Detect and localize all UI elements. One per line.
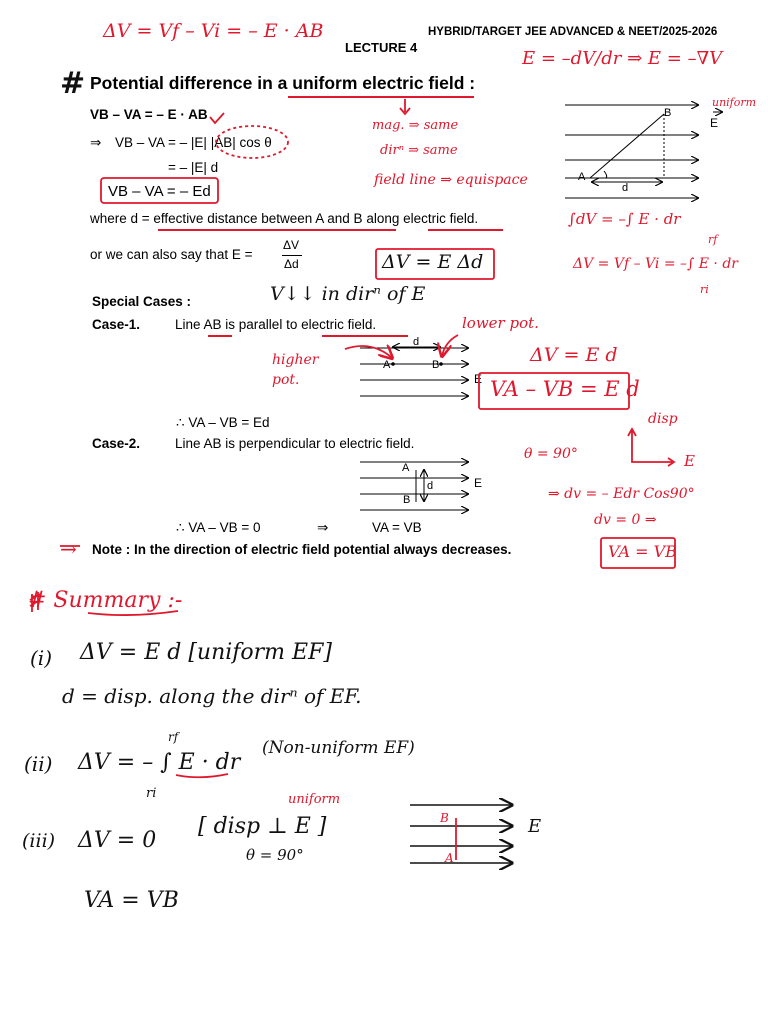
summary-iii-equation: ΔV = 0 [78,828,157,853]
summary-i-equation: ΔV = E d [uniform EF] [80,640,332,665]
hw-lower-pot: lower pot. [462,314,539,332]
summary-iii-note: [ disp ⊥ E ] [198,814,327,839]
summary-iii-label: (iii) [22,830,56,852]
hw-va-vb-ed: VA – VB = E d [490,377,640,401]
case2-text: Line AB is perpendicular to electric field. [175,436,415,451]
theta-arc [604,171,607,178]
summary-i-label: (i) [30,646,53,670]
summary-field-diagram [410,805,512,863]
lower-pot-arrow [442,335,458,356]
hw-field-line: field line ⇒ equispace [374,172,528,188]
case2-implies-arrow: ⇒ [317,520,329,535]
case1-label-d: d [413,336,420,348]
equation-3: = – |E| d [168,160,219,175]
hw-top-equation: ΔV = Vf – Vi = – E · AB [103,20,324,42]
down-arrow [400,99,410,114]
case1-result: ∴ VA – VB = Ed [176,415,270,430]
special-cases-heading: Special Cases : [92,294,192,309]
hw-e-label: E [684,452,695,470]
where-definition: where d = effective distance between A and B along electric field. [90,211,479,226]
case2-result-2: VA = VB [372,520,422,535]
summary-iii-uniform: uniform [288,792,341,807]
tick-mark [210,113,224,123]
case1-point-b [439,362,443,366]
hw-dv-integral: ΔV = Vf – Vi = –∫ E · dr [573,256,738,272]
hw-va-eq-vb: VA = VB [608,542,677,561]
hw-dv-zero: dv = 0 ⇒ [594,512,657,528]
summary-i-note: d = disp. along the dirⁿ of EF. [62,684,362,708]
case1-label: Case-1. [92,317,141,332]
case2-label-e: E [474,476,483,490]
hw-theta-90: θ = 90° [524,446,578,462]
red-ink-strokes [30,99,675,777]
main-point-a: A [578,171,586,183]
case2-label-b: B [403,494,411,506]
case2-label: Case-2. [92,436,141,451]
hw-mag-same: mag. ⇒ same [372,118,459,133]
summary-ii-label: (ii) [24,752,53,776]
case1-text: Line AB is parallel to electric field. [175,317,377,332]
hw-limit-i: ri [700,283,709,296]
equation-4: VB – VA = – Ed [108,183,211,200]
hw-uniform: uniform [712,96,757,109]
summary-label-b: B [440,811,449,825]
summary-ii-limit-f: rf [168,730,179,744]
hw-integral: ∫dV = –∫ E · dr [568,210,681,228]
summary-heading: # Summary :- [28,588,183,613]
hw-higher-pot: higher pot. [272,352,319,388]
fraction-numerator: ΔV [283,238,300,252]
case1-label-e: E [474,372,483,386]
equation-2: VB – VA = – |E| |AB| cos θ [115,135,272,150]
note-arrow: → [60,537,77,561]
dotted-circle [216,126,288,158]
implies-arrow: ⇒ [90,135,102,150]
fraction-denominator: Δd [284,257,299,271]
case2-label-a: A [402,462,410,474]
main-e-label: E [710,116,719,130]
summary-iii-result: VA = VB [84,888,179,913]
hw-limit-f: rf [708,233,718,246]
hw-dv-cos: ⇒ dv = – Edr Cos90° [548,486,695,502]
vb-va-box [101,178,218,203]
summary-label-a: A [445,851,454,865]
case1-point-a [391,362,395,366]
ab-line [590,114,664,178]
case1-label-b: B [432,359,440,371]
summary-ii-limit-i: ri [146,786,157,801]
hw-dir-same: dirⁿ ⇒ same [380,143,458,158]
case2-result: ∴ VA – VB = 0 [176,520,261,535]
hw-dv-ed: ΔV = E d [530,344,618,366]
section-title: Potential difference in a uniform electric field : [90,73,476,93]
case2-field-diagram [360,462,468,510]
case1-label-a: A [383,359,391,371]
or-statement: or we can also say that E = [90,247,253,262]
hash-mark: # [60,66,86,101]
case1-field-diagram [360,347,468,396]
main-point-b: B [664,107,672,119]
summary-ii-note: (Non-uniform EF) [262,738,415,758]
lecture-title: LECTURE 4 [345,40,418,55]
disp-axes [632,431,672,462]
course-header: HYBRID/TARGET JEE ADVANCED & NEET/2025-2026 [428,26,718,38]
case2-label-d: d [427,480,434,492]
hw-delta-v-ed: ΔV = E Δd [382,251,484,273]
hw-e-gradient: E = –dV/dr ⇒ E = –∇V [522,48,723,69]
hw-v-decreases: V↓↓ in dirⁿ of E [270,283,426,305]
summary-ii-equation: ΔV = – ∫ E · dr [78,750,241,775]
note-text: Note : In the direction of electric field potential always decreases. [92,542,512,557]
main-field-diagram [565,105,722,198]
equation-1: VB – VA = – E · AB [90,107,208,122]
main-d-label: d [622,182,629,194]
summary-iii-theta: θ = 90° [246,846,304,864]
hw-disp: disp [648,411,678,427]
summary-label-e: E [528,816,542,837]
